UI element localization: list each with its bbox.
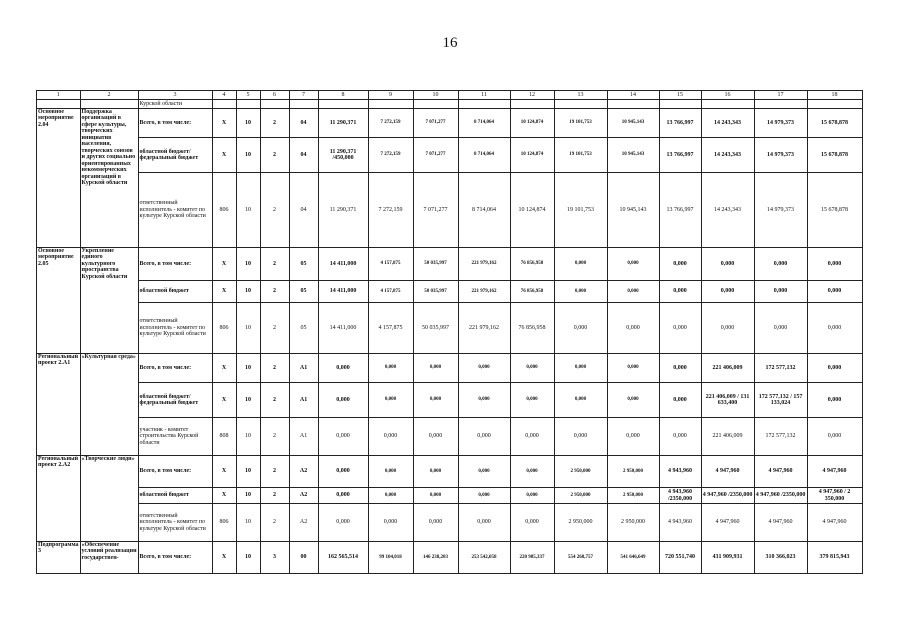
- code-cell: 10: [236, 542, 260, 574]
- amount-cell: 0,000: [807, 281, 862, 303]
- amount-cell: 0,000: [659, 418, 701, 456]
- measure-code-cell: Подпрограмма 3: [37, 542, 81, 574]
- measure-code-cell: Региональный проект 2.А1: [37, 354, 81, 456]
- empty-cell: [37, 100, 81, 109]
- code-cell: 05: [289, 281, 318, 303]
- header-cell: 12: [510, 91, 554, 100]
- amount-cell: 0,000: [607, 281, 659, 303]
- header-cell: 6: [260, 91, 289, 100]
- code-cell: X: [212, 281, 236, 303]
- header-cell: 4: [212, 91, 236, 100]
- amount-cell: 7 272,159: [368, 173, 413, 248]
- amount-cell: 14 979,373: [754, 109, 807, 138]
- amount-cell: 0,000: [659, 303, 701, 354]
- header-cell: 10: [413, 91, 458, 100]
- header-cell: 8: [318, 91, 368, 100]
- amount-cell: 221 979,162: [458, 248, 510, 281]
- code-cell: 2: [260, 456, 289, 488]
- measure-name-cell: «Культурная среда»: [80, 354, 138, 456]
- code-cell: 2: [260, 109, 289, 138]
- empty-cell: [458, 100, 510, 109]
- code-cell: 806: [212, 173, 236, 248]
- funding-source-cell: участник - комитет строительства Курской области: [138, 418, 212, 456]
- amount-cell: 15 678,878: [807, 173, 862, 248]
- amount-cell: 0,000: [701, 303, 754, 354]
- code-cell: 10: [236, 281, 260, 303]
- amount-cell: 14 979,373: [754, 138, 807, 173]
- amount-cell: 379 815,943: [807, 542, 862, 574]
- amount-cell: 50 035,997: [413, 303, 458, 354]
- empty-cell: [212, 100, 236, 109]
- code-cell: 2: [260, 383, 289, 418]
- code-cell: 806: [212, 504, 236, 542]
- amount-cell: 0,000: [554, 303, 607, 354]
- amount-cell: 0,000: [554, 418, 607, 456]
- code-cell: А2: [289, 456, 318, 488]
- amount-cell: 14 243,343: [701, 138, 754, 173]
- amount-cell: 0,000: [413, 418, 458, 456]
- header-cell: 18: [807, 91, 862, 100]
- amount-cell: 4 947,960: [754, 504, 807, 542]
- amount-cell: 76 856,958: [510, 303, 554, 354]
- code-cell: X: [212, 138, 236, 173]
- empty-cell: [260, 100, 289, 109]
- code-cell: X: [212, 354, 236, 383]
- amount-cell: 11 290,371: [318, 173, 368, 248]
- code-cell: X: [212, 542, 236, 574]
- table-row: [37, 504, 863, 542]
- amount-cell: 14 411,000: [318, 248, 368, 281]
- amount-cell: 0,000: [754, 303, 807, 354]
- amount-cell: 0,000: [659, 383, 701, 418]
- code-cell: А1: [289, 354, 318, 383]
- amount-cell: 99 104,018: [368, 542, 413, 574]
- amount-cell: 7 272,159: [368, 109, 413, 138]
- code-cell: 3: [260, 542, 289, 574]
- amount-cell: 0,000: [413, 456, 458, 488]
- amount-cell: 0,000: [368, 456, 413, 488]
- amount-cell: 0,000: [510, 504, 554, 542]
- code-cell: 2: [260, 281, 289, 303]
- amount-cell: 50 035,997: [413, 281, 458, 303]
- header-cell: 11: [458, 91, 510, 100]
- amount-cell: 0,000: [659, 281, 701, 303]
- funding-source-cell: Всего, в том числе:: [138, 542, 212, 574]
- empty-cell: [80, 100, 138, 109]
- table-row: [37, 100, 863, 109]
- amount-cell: 0,000: [368, 383, 413, 418]
- amount-cell: 4 947,960 / 2 350,000: [807, 488, 862, 504]
- code-cell: X: [212, 488, 236, 504]
- amount-cell: 0,000: [701, 281, 754, 303]
- funding-source-cell: ответственный исполнитель - комитет по культуре Курской области: [138, 303, 212, 354]
- amount-cell: 0,000: [458, 456, 510, 488]
- amount-cell: 253 542,058: [458, 542, 510, 574]
- amount-cell: 172 577,132: [754, 354, 807, 383]
- amount-cell: 14 243,343: [701, 109, 754, 138]
- code-cell: 10: [236, 173, 260, 248]
- amount-cell: 310 366,023: [754, 542, 807, 574]
- amount-cell: 0,000: [807, 303, 862, 354]
- amount-cell: 0,000: [413, 383, 458, 418]
- amount-cell: 14 243,343: [701, 173, 754, 248]
- amount-cell: 4 157,875: [368, 303, 413, 354]
- funding-source-cell: ответственный исполнитель - комитет по культуре Курской области: [138, 504, 212, 542]
- code-cell: 808: [212, 418, 236, 456]
- amount-cell: 7 071,277: [413, 109, 458, 138]
- amount-cell: 0,000: [607, 248, 659, 281]
- funding-source-cell: Всего, в том числе:: [138, 109, 212, 138]
- amount-cell: 0,000: [510, 354, 554, 383]
- code-cell: 10: [236, 354, 260, 383]
- page-number: 16: [442, 35, 458, 51]
- budget-table: [36, 90, 863, 574]
- code-cell: А1: [289, 418, 318, 456]
- amount-cell: 172 577,132 / 157 133,024: [754, 383, 807, 418]
- amount-cell: 0,000: [659, 248, 701, 281]
- amount-cell: 221 406,009: [701, 418, 754, 456]
- code-cell: 2: [260, 173, 289, 248]
- amount-cell: 554 268,757: [554, 542, 607, 574]
- amount-cell: 76 856,958: [510, 248, 554, 281]
- amount-cell: 0,000: [318, 504, 368, 542]
- amount-cell: 0,000: [659, 354, 701, 383]
- code-cell: 05: [289, 303, 318, 354]
- funding-source-cell: Всего, в том числе:: [138, 248, 212, 281]
- code-cell: 2: [260, 248, 289, 281]
- code-cell: X: [212, 248, 236, 281]
- table-row: [37, 248, 863, 281]
- amount-cell: 4 947,960: [754, 456, 807, 488]
- amount-cell: 10 945,143: [607, 173, 659, 248]
- amount-cell: 0,000: [318, 488, 368, 504]
- code-cell: 04: [289, 138, 318, 173]
- code-cell: 05: [289, 248, 318, 281]
- amount-cell: 2 950,000: [607, 456, 659, 488]
- amount-cell: 0,000: [458, 354, 510, 383]
- amount-cell: 0,000: [458, 383, 510, 418]
- code-cell: 10: [236, 488, 260, 504]
- amount-cell: 4 943,960: [659, 456, 701, 488]
- empty-cell: [754, 100, 807, 109]
- amount-cell: 2 950,000: [607, 488, 659, 504]
- code-cell: 2: [260, 488, 289, 504]
- amount-cell: 0,000: [368, 418, 413, 456]
- amount-cell: 0,000: [510, 456, 554, 488]
- empty-cell: [807, 100, 862, 109]
- table-row: [37, 542, 863, 574]
- amount-cell: 0,000: [413, 504, 458, 542]
- measure-name-cell: Укрепление единого культурного пространства Курской области: [80, 248, 138, 354]
- empty-cell: [607, 100, 659, 109]
- amount-cell: 220 985,337: [510, 542, 554, 574]
- amount-cell: 0,000: [413, 488, 458, 504]
- code-cell: 2: [260, 418, 289, 456]
- amount-cell: 0,000: [368, 488, 413, 504]
- table-row: [37, 383, 863, 418]
- amount-cell: 0,000: [554, 281, 607, 303]
- code-cell: 10: [236, 383, 260, 418]
- header-row: [37, 91, 863, 100]
- code-cell: 2: [260, 504, 289, 542]
- header-cell: 3: [138, 91, 212, 100]
- amount-cell: 0,000: [607, 418, 659, 456]
- funding-source-cell: областной бюджет/ федеральный бюджет: [138, 138, 212, 173]
- amount-cell: 0,000: [607, 354, 659, 383]
- amount-cell: 0,000: [807, 383, 862, 418]
- amount-cell: 0,000: [754, 281, 807, 303]
- amount-cell: 0,000: [554, 383, 607, 418]
- amount-cell: 0,000: [318, 383, 368, 418]
- amount-cell: 2 950,000: [607, 504, 659, 542]
- table-row: [37, 354, 863, 383]
- amount-cell: 19 101,753: [554, 173, 607, 248]
- amount-cell: 10 945,143: [607, 138, 659, 173]
- code-cell: 10: [236, 109, 260, 138]
- amount-cell: 0,000: [510, 418, 554, 456]
- amount-cell: 221 979,162: [458, 303, 510, 354]
- amount-cell: 541 646,649: [607, 542, 659, 574]
- continuation-cell: Курской области: [138, 100, 212, 109]
- measure-code-cell: Региональный проект 2.А2: [37, 456, 81, 542]
- empty-cell: [236, 100, 260, 109]
- amount-cell: 4 947,960: [807, 504, 862, 542]
- amount-cell: 19 101,753: [554, 138, 607, 173]
- amount-cell: 0,000: [458, 504, 510, 542]
- measure-code-cell: Основное мероприятие 2.04: [37, 109, 81, 248]
- amount-cell: 172 577,132: [754, 418, 807, 456]
- empty-cell: [701, 100, 754, 109]
- header-cell: 2: [80, 91, 138, 100]
- amount-cell: 0,000: [607, 383, 659, 418]
- amount-cell: 4 943,960: [659, 504, 701, 542]
- amount-cell: 0,000: [754, 248, 807, 281]
- empty-cell: [413, 100, 458, 109]
- amount-cell: 0,000: [807, 418, 862, 456]
- funding-source-cell: Всего, в том числе:: [138, 354, 212, 383]
- amount-cell: 4 947,960: [701, 504, 754, 542]
- amount-cell: 7 071,277: [413, 138, 458, 173]
- header-cell: 1: [37, 91, 81, 100]
- amount-cell: 0,000: [368, 504, 413, 542]
- amount-cell: 0,000: [807, 248, 862, 281]
- amount-cell: 0,000: [318, 418, 368, 456]
- code-cell: X: [212, 456, 236, 488]
- table-row: [37, 303, 863, 354]
- code-cell: 10: [236, 456, 260, 488]
- header-cell: 9: [368, 91, 413, 100]
- funding-source-cell: Всего, в том числе:: [138, 456, 212, 488]
- amount-cell: 2 950,000: [554, 488, 607, 504]
- code-cell: А2: [289, 488, 318, 504]
- amount-cell: 4 157,875: [368, 281, 413, 303]
- amount-cell: 14 411,000: [318, 303, 368, 354]
- amount-cell: 162 565,514: [318, 542, 368, 574]
- measure-name-cell: «Обеспечение условий реализации государствен-: [80, 542, 138, 574]
- amount-cell: 0,000: [318, 456, 368, 488]
- code-cell: 2: [260, 303, 289, 354]
- amount-cell: 0,000: [458, 488, 510, 504]
- amount-cell: 4 947,960: [701, 456, 754, 488]
- amount-cell: 15 678,878: [807, 109, 862, 138]
- funding-source-cell: ответственный исполнитель - комитет по культуре Курской области: [138, 173, 212, 248]
- amount-cell: 13 766,997: [659, 109, 701, 138]
- amount-cell: 2 950,000: [554, 504, 607, 542]
- amount-cell: 76 856,958: [510, 281, 554, 303]
- code-cell: 04: [289, 173, 318, 248]
- empty-cell: [289, 100, 318, 109]
- code-cell: 10: [236, 418, 260, 456]
- empty-cell: [554, 100, 607, 109]
- empty-cell: [318, 100, 368, 109]
- amount-cell: 221 979,162: [458, 281, 510, 303]
- code-cell: X: [212, 383, 236, 418]
- amount-cell: 8 714,064: [458, 109, 510, 138]
- amount-cell: 4 947,960 /2350,000: [754, 488, 807, 504]
- header-cell: 13: [554, 91, 607, 100]
- code-cell: 04: [289, 109, 318, 138]
- amount-cell: 0,000: [413, 354, 458, 383]
- code-cell: 10: [236, 303, 260, 354]
- amount-cell: 19 101,753: [554, 109, 607, 138]
- amount-cell: 8 714,064: [458, 138, 510, 173]
- amount-cell: 7 272,159: [368, 138, 413, 173]
- amount-cell: 14 411,000: [318, 281, 368, 303]
- empty-cell: [368, 100, 413, 109]
- code-cell: 10: [236, 504, 260, 542]
- measure-code-cell: Основное мероприятие 2.05: [37, 248, 81, 354]
- table-row: [37, 138, 863, 173]
- amount-cell: 0,000: [807, 354, 862, 383]
- header-cell: 17: [754, 91, 807, 100]
- funding-source-cell: областной бюджет/ федеральный бюджет: [138, 383, 212, 418]
- amount-cell: 221 406,009: [701, 354, 754, 383]
- code-cell: А1: [289, 383, 318, 418]
- funding-source-cell: областной бюджет: [138, 281, 212, 303]
- amount-cell: 10 124,874: [510, 138, 554, 173]
- header-cell: 5: [236, 91, 260, 100]
- amount-cell: 4 947,960 /2350,000: [701, 488, 754, 504]
- funding-source-cell: областной бюджет: [138, 488, 212, 504]
- code-cell: 10: [236, 138, 260, 173]
- amount-cell: 8 714,064: [458, 173, 510, 248]
- table-row: [37, 418, 863, 456]
- measure-name-cell: «Творческие люди»: [80, 456, 138, 542]
- amount-cell: 221 406,009 / 131 633,400: [701, 383, 754, 418]
- amount-cell: 4 157,875: [368, 248, 413, 281]
- amount-cell: 431 909,931: [701, 542, 754, 574]
- code-cell: 00: [289, 542, 318, 574]
- amount-cell: 13 766,997: [659, 138, 701, 173]
- amount-cell: 146 238,203: [413, 542, 458, 574]
- code-cell: X: [212, 109, 236, 138]
- code-cell: 806: [212, 303, 236, 354]
- header-cell: 15: [659, 91, 701, 100]
- amount-cell: 0,000: [607, 303, 659, 354]
- amount-cell: 10 945,143: [607, 109, 659, 138]
- header-cell: 7: [289, 91, 318, 100]
- amount-cell: 0,000: [510, 488, 554, 504]
- code-cell: А2: [289, 504, 318, 542]
- amount-cell: 4 947,960: [807, 456, 862, 488]
- amount-cell: 2 950,000: [554, 456, 607, 488]
- amount-cell: 13 766,997: [659, 173, 701, 248]
- amount-cell: 11 290,371 /450,000: [318, 138, 368, 173]
- code-cell: 2: [260, 354, 289, 383]
- amount-cell: 10 124,874: [510, 109, 554, 138]
- amount-cell: 0,000: [368, 354, 413, 383]
- code-cell: 10: [236, 248, 260, 281]
- table-row: [37, 488, 863, 504]
- table-row: [37, 281, 863, 303]
- header-cell: 14: [607, 91, 659, 100]
- header-cell: 16: [701, 91, 754, 100]
- amount-cell: 14 979,373: [754, 173, 807, 248]
- amount-cell: 0,000: [510, 383, 554, 418]
- measure-name-cell: Поддержка организаций в сфере культуры, творческих инициатив населения, творческих союзов и других социально ориентированных некоммерческих организаций в Курской области: [80, 109, 138, 248]
- empty-cell: [659, 100, 701, 109]
- amount-cell: 11 290,371: [318, 109, 368, 138]
- amount-cell: 10 124,874: [510, 173, 554, 248]
- amount-cell: 7 071,277: [413, 173, 458, 248]
- amount-cell: 720 551,740: [659, 542, 701, 574]
- amount-cell: 50 035,997: [413, 248, 458, 281]
- amount-cell: 0,000: [701, 248, 754, 281]
- table-row: [37, 456, 863, 488]
- amount-cell: 15 678,878: [807, 138, 862, 173]
- amount-cell: 4 943,960 /2350,000: [659, 488, 701, 504]
- amount-cell: 0,000: [554, 248, 607, 281]
- table-row: [37, 173, 863, 248]
- code-cell: 2: [260, 138, 289, 173]
- empty-cell: [510, 100, 554, 109]
- amount-cell: 0,000: [554, 354, 607, 383]
- amount-cell: 0,000: [458, 418, 510, 456]
- table-row: [37, 109, 863, 138]
- amount-cell: 0,000: [318, 354, 368, 383]
